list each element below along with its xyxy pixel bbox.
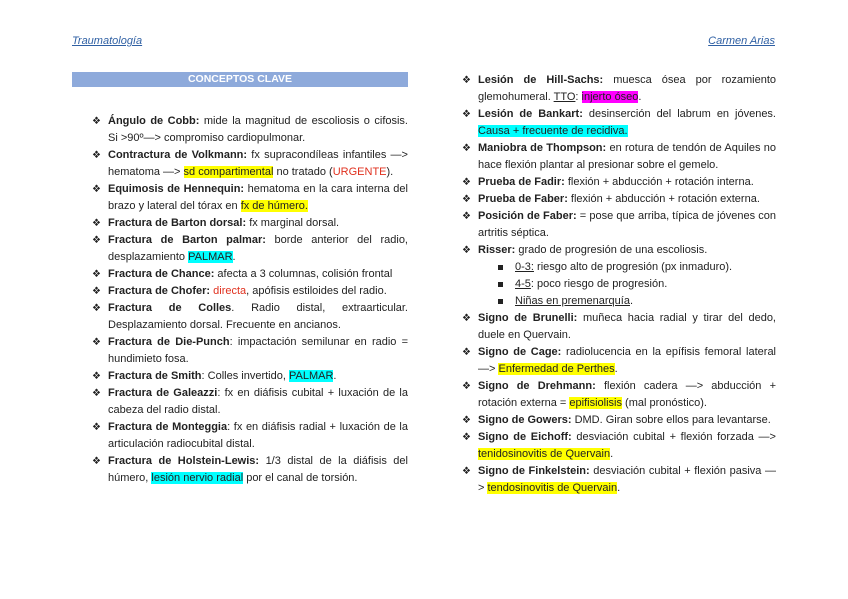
item-text: : fx en diáfisis radial + luxación de la articulación radiocubital distal. (108, 421, 408, 450)
right-column (461, 72, 776, 497)
term: Signo de Cage: (478, 346, 562, 358)
term: Fractura de Barton palmar: (108, 234, 266, 246)
item-text: : Colles invertido, (201, 370, 289, 382)
item-text: flexión cadera —> abducción + rotación externa = (478, 380, 777, 409)
term: Risser: (478, 244, 516, 256)
item-text: . (610, 448, 614, 460)
list-item-risser (461, 242, 776, 259)
highlight: fx de húmero. (240, 200, 308, 212)
term: Prueba de Fadir: (478, 176, 565, 188)
item-text: . (629, 295, 634, 307)
list-item-die-punch (72, 334, 408, 368)
list-item-volkmann (72, 147, 408, 181)
highlight: tenidosinovitis de Quervain (478, 448, 611, 460)
item-text: borde anterior del radio, desplazamiento (108, 234, 408, 263)
term: Signo de Gowers: (478, 414, 572, 426)
highlight: injerto óseo (581, 91, 639, 103)
item-text: muesca ósea por rozamiento glemohumeral. (478, 74, 776, 103)
list-item-faber (461, 191, 776, 208)
item-text: . (333, 370, 337, 382)
sub-item (461, 259, 776, 276)
item-text: ). (386, 166, 394, 178)
item-text: fx supracondíleas infantiles —> hematoma —> (108, 149, 408, 178)
item-text: mide la magnitud de escoliosis o cifosis. Si >90º—> compromiso cardiopulmonar. (108, 115, 408, 144)
item-text: no tratado ( (273, 166, 333, 178)
term: Fractura de Chance: (108, 268, 215, 280)
list-item-chofer (72, 283, 408, 300)
term: Prueba de Faber: (478, 193, 568, 205)
list-item-drehmann (461, 378, 776, 412)
urgent-text: URGENTE (332, 166, 387, 178)
header-left-title: Traumatología (72, 35, 143, 47)
term: Signo de Brunelli: (478, 312, 578, 324)
term: Signo de Eichoff: (478, 431, 572, 443)
underlined-text: Niñas en premenarquía (515, 295, 630, 307)
item-text: desinserción del labrum en jóvenes. (582, 108, 776, 120)
term: Signo de Finkelstein: (478, 465, 590, 477)
item-text: . (614, 363, 618, 375)
list-item-galeazzi (72, 385, 408, 419)
item-text: . (638, 91, 642, 103)
list-item-hill-sachs (461, 72, 776, 106)
term: Equimosis de Hennequin: (108, 183, 245, 195)
list-item-holstein-lewis (72, 453, 408, 487)
item-text: 1/3 distal de la diáfisis del húmero, (108, 455, 408, 484)
list-item-hennequin (72, 181, 408, 215)
section-title-bar: CONCEPTOS CLAVE (72, 72, 408, 87)
highlight: Causa + frecuente de recidiva. (478, 125, 628, 137)
term: Lesión de Hill-Sachs: (478, 74, 604, 86)
term: Fractura de Colles (108, 302, 232, 314)
item-text: : poco riesgo de progresión. (530, 278, 668, 290)
item-text: : impactación semilunar en radio = hundimieto fosa. (108, 336, 408, 365)
highlight: sd compartimental (183, 166, 274, 178)
item-text: muñeca hacia radial y tirar del dedo, duele en Quervain. (478, 312, 776, 341)
list-item-smith (72, 368, 408, 385)
item-text: desviación cubital + flexión pasiva —> (478, 465, 776, 494)
red-text: directa (210, 285, 247, 297)
highlight: tendosinovitis de Quervain (487, 482, 618, 494)
highlight: PALMAR (188, 251, 233, 263)
list-item-brunelli (461, 310, 776, 344)
item-text: desviación cubital + flexión forzada —> (571, 431, 776, 443)
term: Fractura de Holstein-Lewis: (108, 455, 260, 467)
item-text: grado de progresión de una escoliosis. (515, 244, 708, 256)
list-item-cage (461, 344, 776, 378)
item-text: flexión + abducción + rotación interna. (564, 176, 754, 188)
term: Fractura de Smith (108, 370, 202, 382)
item-text: . (232, 251, 236, 263)
list-item-chance (72, 266, 408, 283)
underlined-text: 4-5 (515, 278, 531, 290)
list-item-eichoff (461, 429, 776, 463)
list-item-colles (72, 300, 408, 334)
highlight: epifisiolisis (569, 397, 622, 409)
item-text: = pose que arriba, típica de jóvenes con artritis séptica. (478, 210, 776, 239)
list-item-fadir (461, 174, 776, 191)
list-item-cobb (72, 113, 408, 147)
item-text: flexión + abducción + rotación externa. (567, 193, 760, 205)
term: Signo de Drehmann: (478, 380, 596, 392)
item-text: por el canal de torsión. (243, 472, 358, 484)
left-column (72, 72, 408, 487)
item-text: riesgo alto de progresión (px inmaduro). (533, 261, 733, 273)
item-text: , apófisis estiloides del radio. (246, 285, 387, 297)
sub-item (461, 293, 776, 310)
item-text: fx marginal dorsal. (246, 217, 340, 229)
term: Ángulo de Cobb: (108, 115, 200, 127)
term: Fractura de Die-Punch (108, 336, 230, 348)
item-text: en rotura de tendón de Aquiles no hace flexión plantar al presionar sobre el gemelo. (478, 142, 776, 171)
item-text: (mal pronóstico). (622, 397, 707, 409)
term: Fractura de Chofer: (108, 285, 211, 297)
term: Fractura de Monteggia (108, 421, 228, 433)
list-item-thompson (461, 140, 776, 174)
highlight: PALMAR (288, 370, 334, 382)
list-item-barton-palmar (72, 232, 408, 266)
sub-item (461, 276, 776, 293)
item-text: : fx en diáfisis cubital + luxación de la cabeza del radio distal. (108, 387, 408, 416)
item-text: radiolucencia en la epífisis femoral lateral —> (478, 346, 777, 375)
list-item-finkelstein (461, 463, 776, 497)
term: Posición de Faber: (478, 210, 577, 222)
item-text: afecta a 3 columnas, colisión frontal (214, 268, 393, 280)
list-item-bankart (461, 106, 776, 140)
term: Maniobra de Thompson: (478, 142, 607, 154)
term: Contractura de Volkmann: (108, 149, 248, 161)
list-item-monteggia (72, 419, 408, 453)
item-text: . Radio distal, extraarticular. Desplazamiento dorsal. Frecuente en ancianos. (108, 302, 408, 331)
list-item-barton-dorsal (72, 215, 408, 232)
item-text: hematoma en la cara interna del brazo y lateral del tórax en (108, 183, 408, 212)
term: Lesión de Bankart: (478, 108, 583, 120)
term: Fractura de Galeazzi (108, 387, 218, 399)
underlined-text: 0-3: (515, 261, 534, 273)
term: Fractura de Barton dorsal: (108, 217, 247, 229)
list-item-gowers (461, 412, 776, 429)
highlight: lesión nervio radial (151, 472, 244, 484)
header-right-author: Carmen Arias (708, 35, 775, 47)
item-text: DMD. Giran sobre ellos para levantarse. (571, 414, 771, 426)
underlined-text: TTO (553, 91, 576, 103)
item-text: : (575, 91, 582, 103)
highlight: Enfermedad de Perthes (498, 363, 615, 375)
list-item-faber-position (461, 208, 776, 242)
item-text: . (617, 482, 621, 494)
